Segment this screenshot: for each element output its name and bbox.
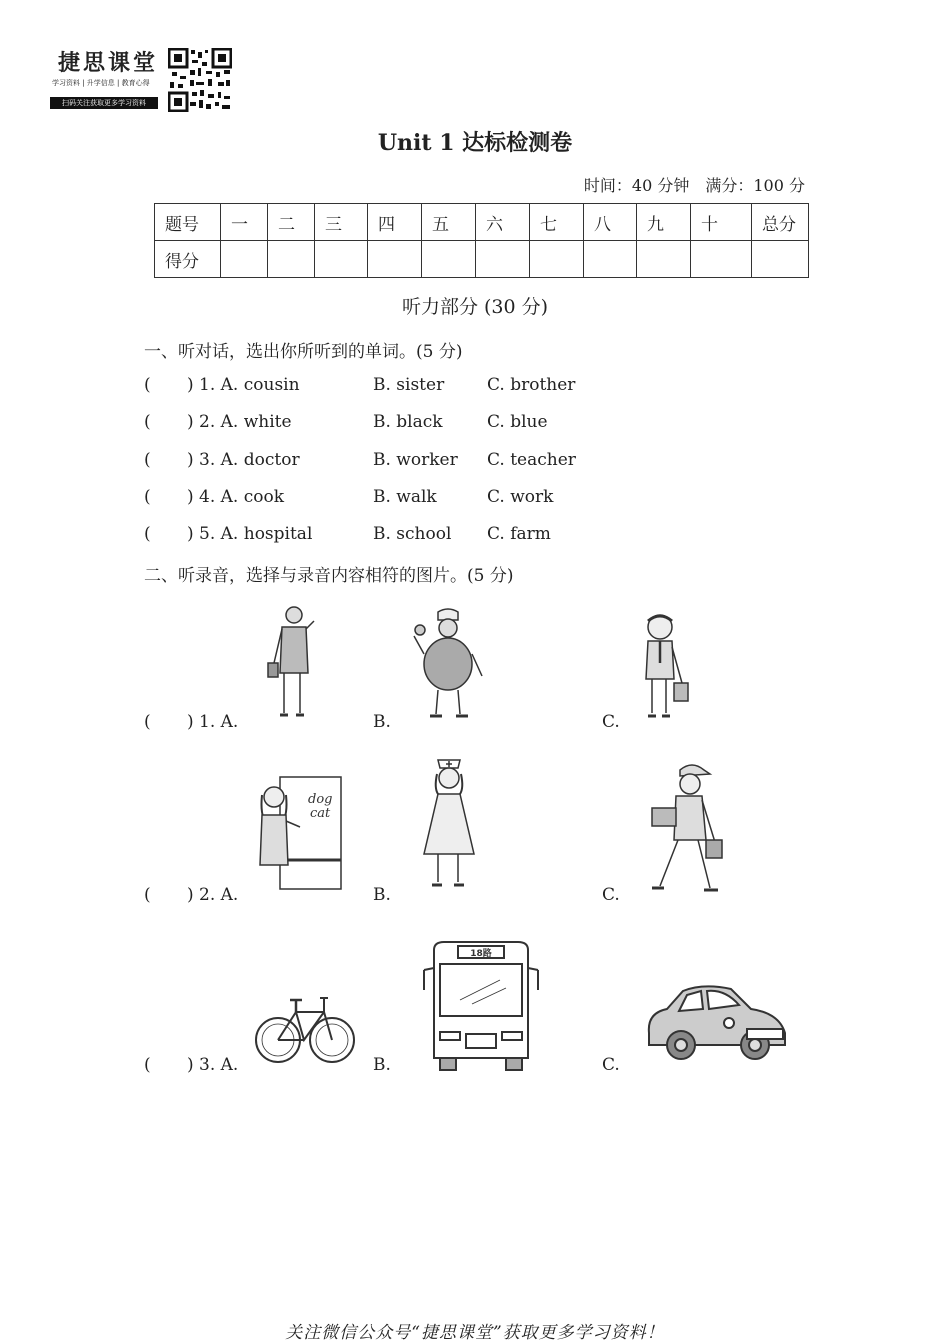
score-input-cell[interactable] <box>268 241 315 278</box>
brand-tags: 学习资料 | 升学信息 | 教育心得 <box>52 79 150 87</box>
option-c-label: C. <box>602 1055 620 1075</box>
car-icon <box>643 983 789 1065</box>
bus-sign: 18路 <box>470 949 492 959</box>
bicycle-icon <box>254 990 356 1070</box>
footer-note: 关注微信公众号“捷思课堂”获取更多学习资料！ <box>285 1323 665 1343</box>
answer-paren[interactable]: ( <box>144 712 151 732</box>
score-input-cell[interactable] <box>691 241 752 278</box>
score-table <box>154 203 809 278</box>
table-cell: 五 <box>422 204 476 241</box>
board-word-cat: cat <box>310 806 331 821</box>
option-b-label: B. <box>373 1055 391 1075</box>
answer-paren[interactable]: ( <box>144 487 151 507</box>
score-input-cell[interactable] <box>476 241 530 278</box>
table-cell: 得分 <box>155 241 221 278</box>
teacher-icon <box>250 775 344 893</box>
option-b: B. walk <box>373 487 437 507</box>
table-cell: 题号 <box>155 204 221 241</box>
option-c-label: C. <box>602 885 620 905</box>
score-input-cell[interactable] <box>530 241 584 278</box>
option-a-label: ) 2. A. <box>187 885 239 905</box>
brand-bar: 扫码关注获取更多学习资料 <box>50 97 158 109</box>
table-cell: 七 <box>530 204 584 241</box>
option-a: ) 1. A. cousin <box>187 375 300 395</box>
brand-logo <box>50 46 160 112</box>
table-cell: 总分 <box>752 204 809 241</box>
table-cell: 六 <box>476 204 530 241</box>
score-input-cell[interactable] <box>752 241 809 278</box>
option-c: C. work <box>487 487 554 507</box>
option-b-label: B. <box>373 885 391 905</box>
table-cell: 三 <box>315 204 368 241</box>
part2-heading: 二、听录音，选择与录音内容相符的图片。(5 分) <box>144 566 514 586</box>
answer-paren[interactable]: ( <box>144 375 151 395</box>
option-c: C. blue <box>487 412 548 432</box>
table-cell: 一 <box>221 204 268 241</box>
score-input-cell[interactable] <box>221 241 268 278</box>
option-b: B. worker <box>373 450 458 470</box>
answer-paren[interactable]: ( <box>144 450 151 470</box>
score-table-score-row <box>155 241 809 278</box>
option-b: B. school <box>373 524 452 544</box>
option-b: B. black <box>373 412 443 432</box>
businessman-icon <box>262 603 322 723</box>
score-input-cell[interactable] <box>422 241 476 278</box>
score-input-cell[interactable] <box>584 241 637 278</box>
brand-name: 捷思课堂 <box>58 50 159 76</box>
option-b: B. sister <box>373 375 445 395</box>
option-c: C. teacher <box>487 450 576 470</box>
option-a: ) 5. A. hospital <box>187 524 313 544</box>
score-input-cell[interactable] <box>637 241 691 278</box>
option-c: C. farm <box>487 524 551 544</box>
answer-paren[interactable]: ( <box>144 524 151 544</box>
option-a-label: ) 3. A. <box>187 1055 239 1075</box>
option-a-label: ) 1. A. <box>187 712 239 732</box>
option-b-label: B. <box>373 712 391 732</box>
table-cell: 九 <box>637 204 691 241</box>
score-input-cell[interactable] <box>368 241 422 278</box>
exam-meta: 时间：40 分钟 满分：100 分 <box>583 176 805 195</box>
option-a: ) 3. A. doctor <box>187 450 300 470</box>
page-title: Unit 1 达标检测卷 <box>377 130 573 156</box>
section-title: 听力部分 (30 分) <box>401 296 549 318</box>
part1-heading: 一、听对话，选出你所听到的单词。(5 分) <box>144 342 463 362</box>
answer-paren[interactable]: ( <box>144 1055 151 1075</box>
cook-icon <box>410 606 485 722</box>
score-table-header-row <box>155 204 809 241</box>
table-cell: 二 <box>268 204 315 241</box>
option-c-label: C. <box>602 712 620 732</box>
student-boy-icon <box>640 613 695 723</box>
answer-paren[interactable]: ( <box>144 885 151 905</box>
board-word-dog: dog <box>308 792 333 807</box>
option-a: ) 4. A. cook <box>187 487 285 507</box>
nurse-icon <box>420 754 480 894</box>
answer-paren[interactable]: ( <box>144 412 151 432</box>
postman-icon <box>640 760 725 896</box>
score-input-cell[interactable] <box>315 241 368 278</box>
table-cell: 八 <box>584 204 637 241</box>
bus-icon <box>420 940 542 1074</box>
option-a: ) 2. A. white <box>187 412 292 432</box>
option-c: C. brother <box>487 375 576 395</box>
qr-code-icon <box>168 48 232 112</box>
table-cell: 十 <box>691 204 752 241</box>
table-cell: 四 <box>368 204 422 241</box>
